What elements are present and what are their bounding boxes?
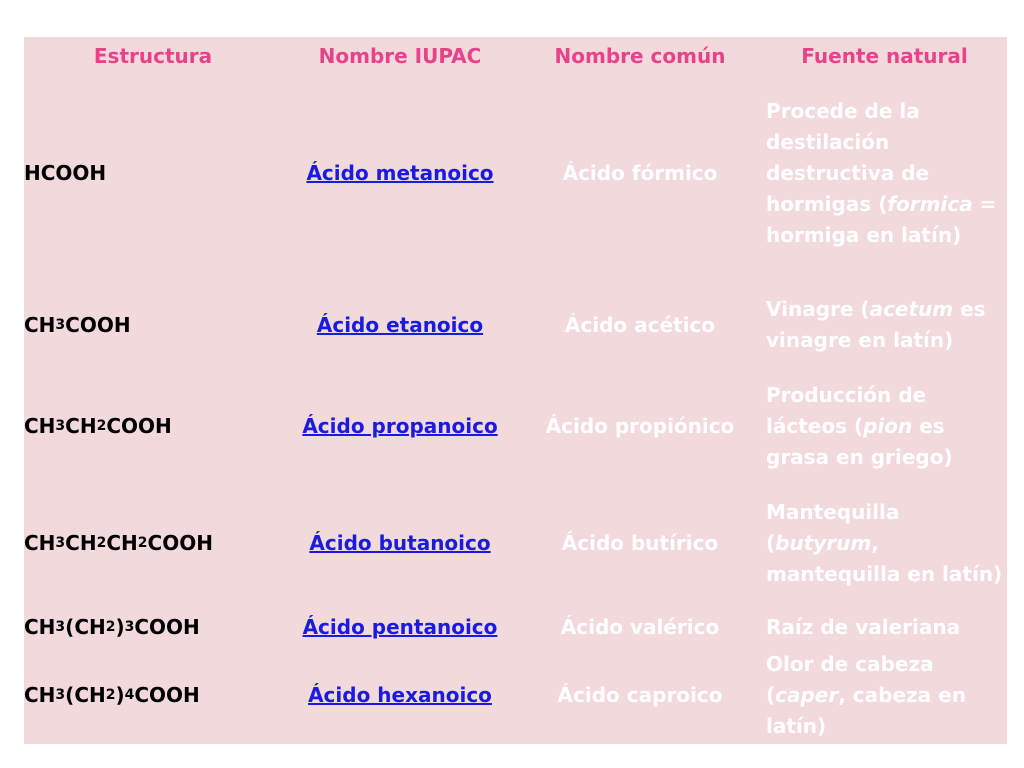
- text-segment: COOH: [134, 614, 200, 639]
- iupac-link[interactable]: Ácido pentanoico: [302, 614, 498, 639]
- common-name-cell: Ácido butírico: [561, 530, 719, 555]
- text-segment: Vinagre (: [766, 297, 870, 321]
- text-segment: CH: [24, 312, 56, 337]
- common-name-cell: Ácido propiónico: [545, 413, 735, 438]
- italic-text: pion: [863, 413, 913, 438]
- text-segment: COOH: [106, 413, 172, 438]
- italic-text: caper: [775, 682, 839, 707]
- table-row: [24, 611, 1007, 643]
- text-segment: es grasa en griego): [766, 413, 953, 469]
- header-nombre-iupac: Nombre IUPAC: [318, 44, 482, 68]
- structure-cell: CH 3 CH 2 CH 2 COOH: [24, 479, 282, 607]
- text-segment: (CH: [65, 614, 106, 639]
- text-segment: = hormiga en latín): [766, 191, 997, 247]
- header-fuente-natural: Fuente natural: [801, 44, 968, 68]
- text-segment: ): [115, 682, 125, 707]
- table-row: [24, 378, 1007, 474]
- structure-cell: CH 3 (CH 2 ) 3 COOH: [24, 611, 282, 643]
- common-name-cell: Ácido valérico: [560, 614, 720, 639]
- acids-table: [24, 37, 1007, 744]
- italic-text: acetum: [869, 297, 954, 321]
- text-segment: CH: [24, 614, 56, 639]
- text-segment: , mantequilla en latín): [766, 530, 1003, 586]
- text-segment: Procede de la destilación destructiva de hormigas (: [766, 98, 930, 216]
- natural-source-cell: [766, 294, 1007, 356]
- natural-source-cell: [766, 497, 1007, 590]
- structure-cell: CH 3 CH 2 COOH: [24, 378, 282, 474]
- text-segment: Mantequilla (: [766, 499, 900, 555]
- text-segment: (CH: [65, 682, 106, 707]
- text-segment: Raíz de valeriana: [766, 614, 961, 639]
- text-segment: , cabeza en latín): [766, 682, 966, 738]
- text-segment: es vinagre en latín): [766, 297, 986, 352]
- text-segment: COOH: [134, 682, 200, 707]
- table-row: [24, 647, 1007, 743]
- header-nombre-comun: Nombre común: [554, 44, 726, 68]
- table-row: [24, 77, 1007, 269]
- text-segment: COOH: [65, 312, 131, 337]
- text-segment: CH: [65, 413, 97, 438]
- natural-source-cell: [766, 612, 960, 643]
- text-segment: Olor de cabeza (: [766, 651, 934, 707]
- natural-source-cell: [766, 380, 1007, 473]
- iupac-link[interactable]: Ácido etanoico: [316, 312, 484, 337]
- text-segment: Producción de lácteos (: [766, 382, 927, 438]
- table-header: [24, 37, 1007, 75]
- iupac-link[interactable]: Ácido propanoico: [302, 413, 498, 438]
- structure-cell: CH 3 COOH: [24, 277, 282, 373]
- italic-text: butyrum: [775, 530, 872, 555]
- common-name-cell: Ácido fórmico: [562, 160, 718, 185]
- table-row: [24, 277, 1007, 373]
- structure-cell: [24, 77, 282, 269]
- natural-source-cell: [766, 96, 1007, 251]
- italic-text: formica: [887, 191, 973, 216]
- text-segment: CH: [24, 530, 56, 555]
- header-estructura: Estructura: [93, 44, 213, 68]
- table-row: [24, 479, 1007, 607]
- iupac-link[interactable]: Ácido butanoico: [309, 530, 491, 555]
- text-segment: HCOOH: [24, 160, 107, 185]
- structure-cell: CH 3 (CH 2 ) 4 COOH: [24, 647, 282, 743]
- text-segment: COOH: [147, 530, 213, 555]
- text-segment: ): [115, 614, 125, 639]
- text-segment: CH: [106, 530, 138, 555]
- natural-source-cell: [766, 649, 1007, 742]
- text-segment: CH: [24, 682, 56, 707]
- common-name-cell: Ácido acético: [564, 312, 716, 337]
- common-name-cell: Ácido caproico: [557, 682, 723, 707]
- iupac-link[interactable]: Ácido metanoico: [306, 160, 494, 185]
- iupac-link[interactable]: Ácido hexanoico: [308, 682, 492, 707]
- text-segment: CH: [65, 530, 97, 555]
- text-segment: CH: [24, 413, 56, 438]
